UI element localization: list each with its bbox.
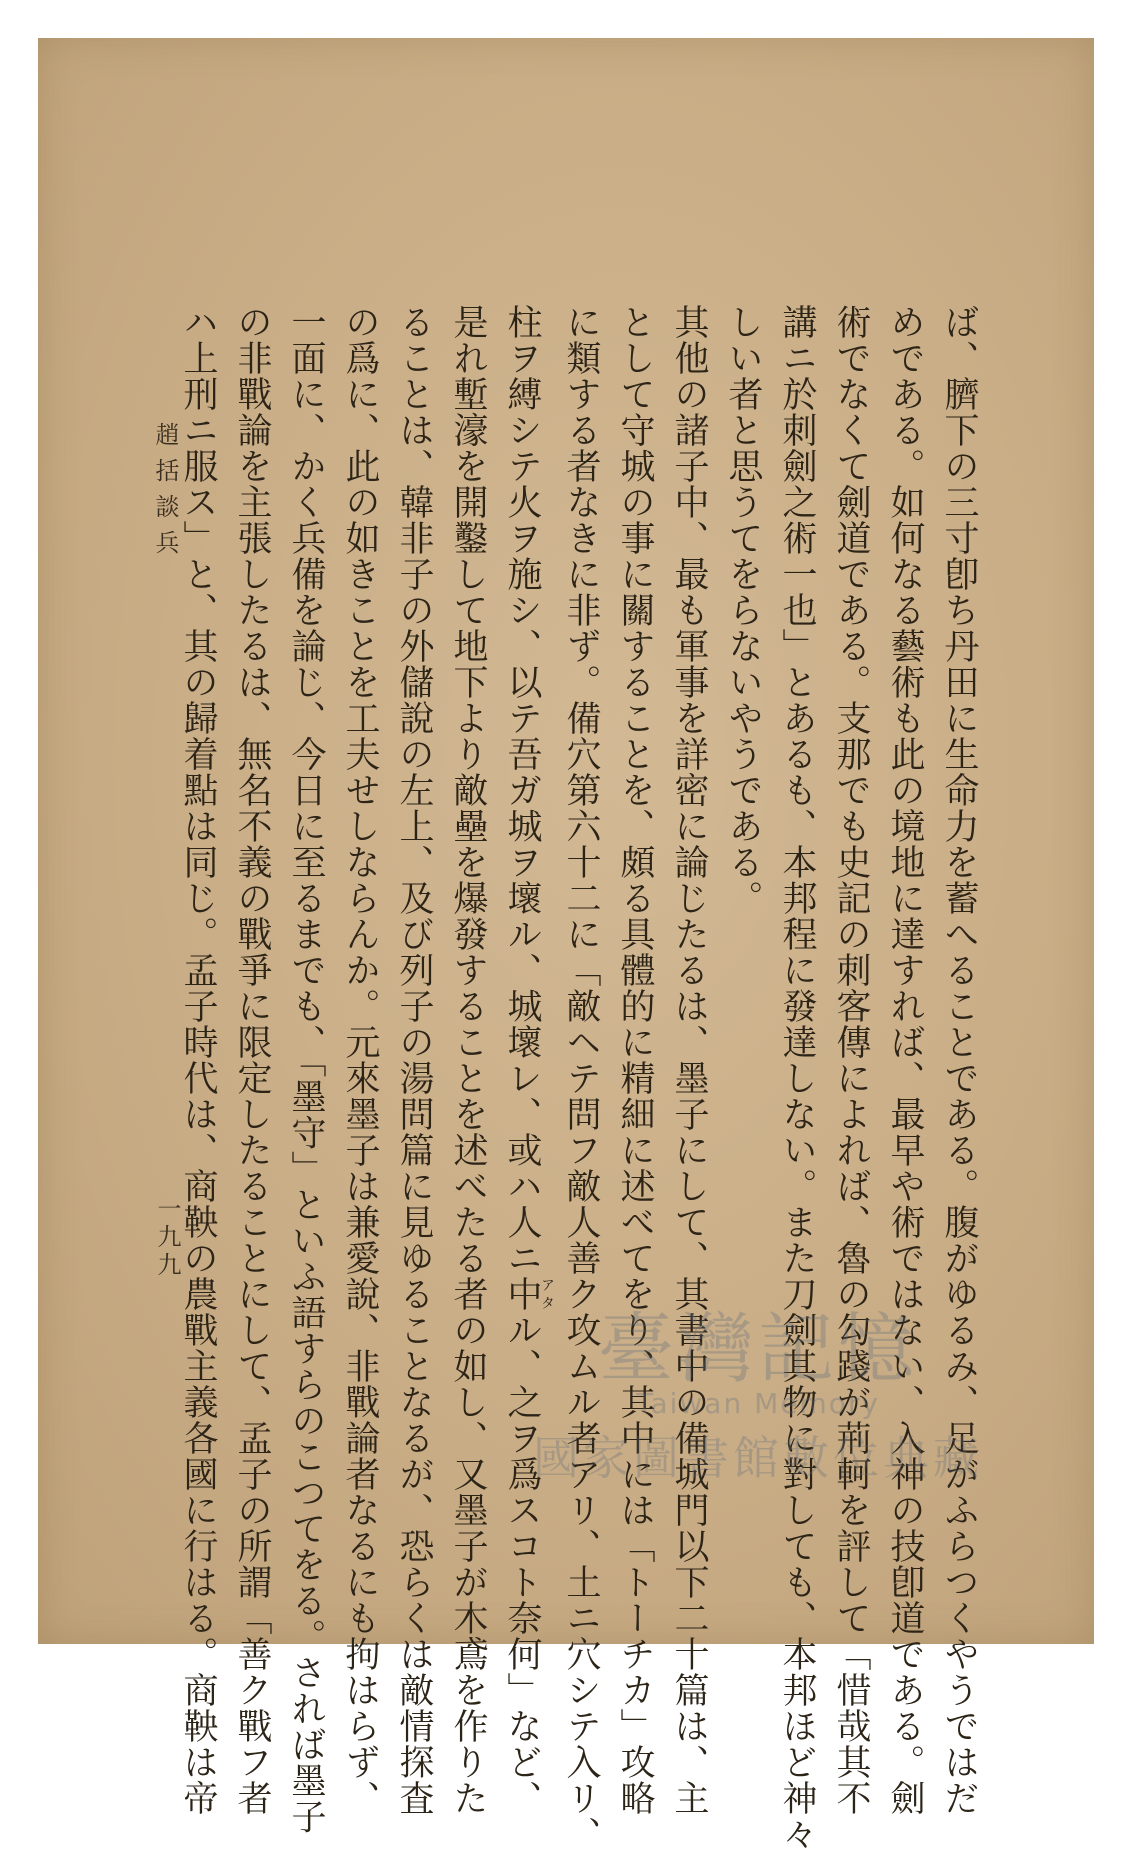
ruby-reading: アタ (539, 1276, 555, 1312)
text-column-8: に類する者なきに非ず。備穴第六十二に「敵ヘテ問フ敵人善ク攻ムル者アリ、土ニ穴シテ入リ、 (561, 304, 601, 1852)
text-column-12: の爲に、此の如きことを工夫せしならんか。元來墨子は兼愛說、非戰論者なるにも拘はらず、 (340, 304, 380, 1816)
text-column-14: の非戰論を主張したるは、無名不義の戰爭に限定したることにして、孟子の所謂「善ク戰フ者 (232, 304, 272, 1816)
watermark-logo: 臺灣記憶 (598, 1304, 918, 1393)
text-column-3: 術でなくて劍道である。支那でも史記の刺客傳によれば、魯の勾踐が荊軻を評して「惜哉其不 (831, 304, 871, 1816)
text-column-7: として守城の事に關することを、頗る具體的に精細に述べてをり、其中には「トーチカ」攻略 (615, 304, 655, 1816)
text-column-6: 其他の諸子中、最も軍事を詳密に論じたるは、墨子にして、其書中の備城門以下二十篇は、主 (669, 304, 709, 1816)
column-9-before-ruby: 柱ヲ縛シテ火ヲ施シ、以テ吾ガ城ヲ壞ル、城壞レ、或ハ人ニ (502, 304, 542, 1276)
text-column-9 (495, 304, 555, 1816)
text-column-15: ハ上刑ニ服ス」と、其の歸着點は同じ。孟子時代は、商鞅の農戰主義各國に行はる。商鞅は帝 (178, 304, 218, 1816)
text-column-5: しい者と思うてをらないやうである。 (723, 304, 763, 916)
text-column-10: 是れ塹濠を開鑿して地下より敵壘を爆發することを述べたる者の如し、又墨子が木鳶を作りた (448, 304, 488, 1816)
text-column-2: めである。如何なる藝術も此の境地に達すれば、最早や術ではない、入神の技卽道である。劍 (885, 304, 925, 1816)
watermark-english: Taiwan Memory (636, 1387, 880, 1420)
column-9-after-ruby: ル、之ヲ爲スコト奈何」など、 (502, 1312, 542, 1816)
ruby-base: 中 (502, 1276, 542, 1312)
text-column-13: 一面に、かく兵備を論じ、今日に至るまでも、「墨守」といふ語すらのこつてをる。されば墨子 (286, 304, 326, 1835)
ruby-annotation (502, 1276, 555, 1312)
page-number: 一九九 (153, 1196, 181, 1280)
book-page (38, 38, 1094, 1852)
text-column-1: ば、臍下の三寸卽ち丹田に生命力を蓄へることである。腹がゆるみ、足がふらつくやうではだ (939, 304, 979, 1816)
body-text (178, 304, 986, 1852)
running-head: 趙括談兵 (151, 422, 179, 566)
watermark-chinese: 國家圖書館數位典藏 (533, 1431, 983, 1485)
text-column-11: ることは、韓非子の外儲說の左上、及び列子の湯問篇に見ゆることなるが、恐らくは敵情探査 (394, 304, 434, 1816)
text-column-4: 講ニ於刺劍之術一也」とあるも、本邦程に發達しない。また刀劍其物に對しても、本邦ほど神々 (777, 304, 817, 1852)
